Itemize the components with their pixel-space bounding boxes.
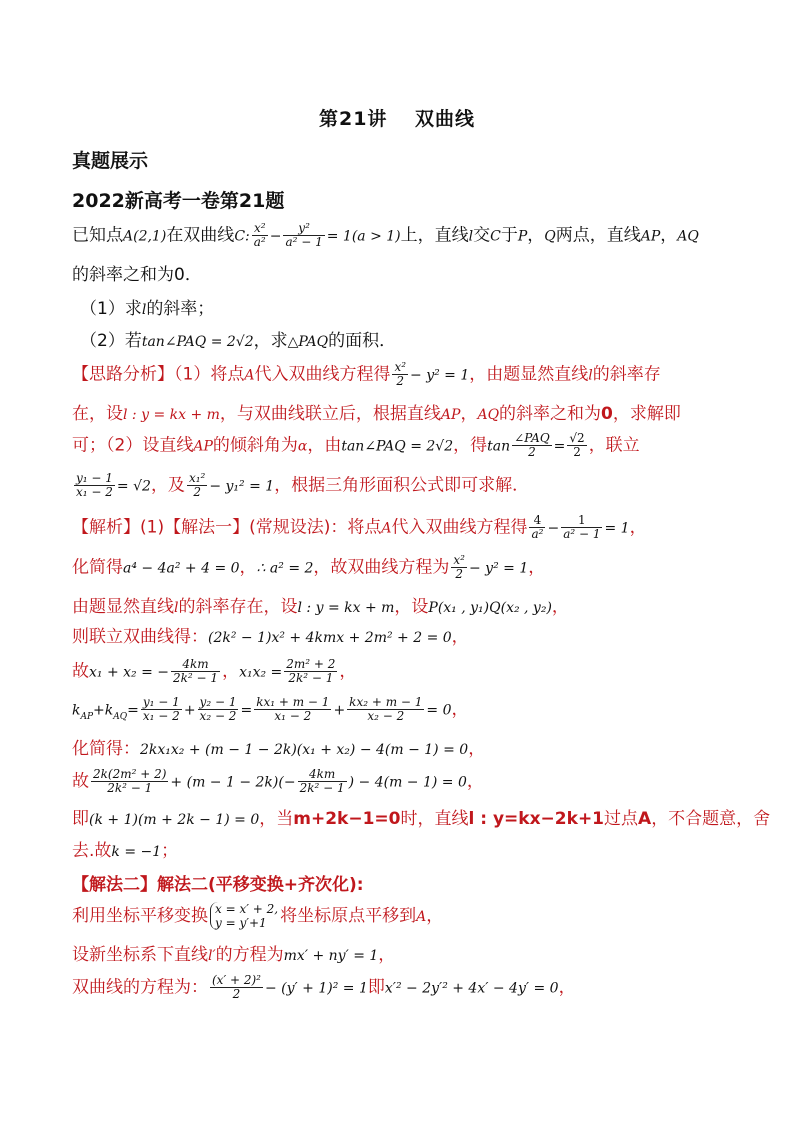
text-span: y₂ − 1 bbox=[199, 695, 237, 709]
solution-line-9 bbox=[72, 806, 771, 833]
text-span: ， bbox=[426, 906, 444, 926]
solution-line-3 bbox=[72, 594, 722, 621]
fraction bbox=[91, 768, 168, 795]
fraction bbox=[567, 432, 586, 459]
text-span: 两点，直线 bbox=[555, 225, 641, 246]
text-span: 的斜率存 bbox=[592, 364, 661, 385]
math-expression: + bbox=[183, 702, 196, 719]
math-expression: l bbox=[141, 302, 147, 318]
question-1 bbox=[80, 296, 722, 323]
text-span: 双曲线的方程为： bbox=[72, 977, 208, 998]
math-expression: A bbox=[416, 909, 427, 925]
analysis-line-3 bbox=[72, 432, 722, 460]
text-span: ，由 bbox=[307, 435, 342, 456]
solution-line-12 bbox=[72, 902, 722, 930]
math-expression: l bbox=[174, 600, 179, 616]
fraction bbox=[187, 472, 207, 499]
text-span: ， bbox=[527, 225, 545, 246]
math-expression: AQ bbox=[113, 711, 128, 722]
text-span: ， bbox=[468, 739, 486, 759]
math-expression: AP bbox=[440, 407, 461, 423]
math-expression: − bbox=[547, 520, 560, 537]
text-span: x₂ − 2 bbox=[367, 709, 405, 723]
math-expression: + (m − 1 − 2k)(− bbox=[170, 774, 296, 791]
fraction bbox=[283, 222, 324, 249]
math-expression: tan∠PAQ = 2√2 bbox=[141, 334, 254, 350]
fraction bbox=[451, 554, 467, 581]
text-span: 即 bbox=[367, 977, 385, 998]
text-span: 的方程为 bbox=[215, 945, 284, 965]
text-span: y₁ − 1 bbox=[142, 695, 180, 709]
text-span: ， bbox=[551, 597, 569, 617]
text-span: 已知点 bbox=[72, 225, 123, 246]
solution-line-1 bbox=[72, 514, 722, 542]
math-expression: = bbox=[240, 702, 253, 719]
fraction bbox=[171, 658, 220, 685]
text-span: y = y′+1 bbox=[215, 916, 267, 930]
math-expression: l bbox=[468, 228, 474, 245]
solution-line-8 bbox=[72, 768, 722, 796]
text-span: 化简得 bbox=[72, 557, 123, 578]
text-span: 在，设 bbox=[72, 404, 123, 424]
math-expression: x₁x₂ = bbox=[239, 664, 283, 681]
text-span: x² bbox=[394, 360, 407, 374]
math-expression: a² bbox=[531, 527, 544, 541]
text-span: m+2k−1=0 bbox=[293, 809, 401, 829]
text-span: ，不合题意，舍 bbox=[651, 809, 771, 829]
equation-system bbox=[210, 902, 278, 930]
math-expression: = 1 bbox=[604, 520, 630, 537]
solution-line-4 bbox=[72, 624, 722, 651]
math-expression: ) − 4(m − 1) = 0 bbox=[348, 774, 467, 791]
text-span: 在双曲线 bbox=[166, 225, 235, 246]
math-expression: α bbox=[297, 438, 308, 455]
fraction bbox=[141, 696, 182, 723]
text-span: ， bbox=[451, 627, 469, 647]
text-span: 即 bbox=[72, 809, 89, 829]
math-expression: a² − 1 bbox=[563, 527, 601, 541]
math-expression: + bbox=[93, 702, 105, 719]
text-span: ， bbox=[629, 517, 647, 538]
math-expression: l bbox=[588, 367, 593, 384]
math-expression: P(x₁ , y₁)Q(x₂ , y₂) bbox=[428, 600, 552, 616]
math-expression: (2k² − 1)x² + 4kmx + 2m² + 2 = 0 bbox=[208, 630, 452, 646]
text-span: 交 bbox=[473, 225, 491, 246]
math-expression: AQ bbox=[477, 407, 500, 423]
section-heading: 真题展示 bbox=[72, 150, 149, 172]
math-expression: A bbox=[244, 367, 255, 384]
fraction bbox=[512, 432, 552, 459]
text-span: kx₁ + m − 1 bbox=[256, 695, 330, 709]
text-span: ，设 bbox=[394, 597, 429, 617]
text-span: 代入双曲线方程得 bbox=[391, 517, 528, 538]
text-span: 设新坐标系下直线 bbox=[72, 945, 208, 965]
text-span: ， bbox=[339, 661, 357, 682]
text-span: 2 bbox=[396, 374, 405, 388]
text-span: 化简得： bbox=[72, 739, 140, 759]
math-expression: C bbox=[490, 228, 501, 245]
solution-line-14 bbox=[72, 974, 722, 1002]
text-span: 0 bbox=[601, 404, 613, 424]
math-expression: AP bbox=[193, 438, 213, 455]
text-span: 则联立双曲线得： bbox=[72, 627, 208, 647]
fraction bbox=[198, 696, 239, 723]
math-expression: + bbox=[333, 702, 346, 719]
text-span: ，根据三角形面积公式即可求解． bbox=[274, 475, 530, 496]
math-expression: = bbox=[553, 438, 566, 455]
math-expression: mx′ + ny′ = 1 bbox=[283, 948, 379, 964]
math-expression: x′² − 2y′² + 4x′ − 4y′ = 0 bbox=[384, 980, 559, 997]
math-expression: − y² = 1 bbox=[468, 560, 529, 577]
text-span: y₁ − 1 bbox=[76, 471, 113, 485]
text-span: ， bbox=[660, 225, 678, 246]
problem-heading: 2022新高考一卷第21题 bbox=[72, 190, 285, 212]
math-expression: − y₁² = 1 bbox=[209, 478, 275, 495]
text-span: x₁ − 2 bbox=[142, 709, 180, 723]
text-span: 【解析】 bbox=[72, 517, 140, 538]
math-expression: k bbox=[104, 702, 114, 719]
text-span: （1）将点 bbox=[174, 364, 245, 385]
text-span: 的斜率之和为 bbox=[499, 404, 602, 424]
text-span: 2k² − 1 bbox=[299, 781, 345, 795]
question-2 bbox=[80, 328, 722, 355]
text-span: 4 bbox=[529, 514, 545, 528]
math-expression: = 0 bbox=[426, 702, 452, 719]
text-span: 2k(2m² + 2) bbox=[93, 767, 167, 781]
math-expression: l : y = kx + m bbox=[297, 600, 395, 616]
text-span: ，得 bbox=[453, 435, 488, 456]
fraction bbox=[347, 696, 424, 723]
math-expression: Q bbox=[544, 228, 556, 245]
text-span: 的倾斜角为 bbox=[212, 435, 298, 456]
text-span: x² bbox=[252, 222, 268, 236]
text-span: 利用坐标平移变换 bbox=[72, 906, 208, 926]
text-span: 故 bbox=[72, 661, 89, 682]
math-expression: k bbox=[72, 702, 81, 719]
text-span: 2k² − 1 bbox=[288, 671, 334, 685]
text-span: ， bbox=[222, 661, 240, 682]
text-span: x₁ − 2 bbox=[274, 709, 312, 723]
text-span: 2m² + 2 bbox=[286, 657, 336, 671]
text-span: （1）求 bbox=[80, 299, 142, 319]
text-span: ，由题显然直线 bbox=[469, 364, 589, 385]
text-span: （2）若 bbox=[80, 331, 142, 351]
text-span: 2k² − 1 bbox=[107, 781, 153, 795]
text-span: kx₂ + m − 1 bbox=[349, 695, 423, 709]
text-span: 代入双曲线方程得 bbox=[254, 364, 391, 385]
fraction bbox=[74, 472, 115, 499]
text-span: ，及 bbox=[150, 475, 185, 496]
text-span: 于 bbox=[500, 225, 518, 246]
text-span: 由题显然直线 bbox=[72, 597, 174, 617]
solution-line-2 bbox=[72, 554, 722, 582]
text-span: ， bbox=[460, 404, 478, 424]
text-span: ，故双曲线方程为 bbox=[313, 557, 450, 578]
problem-line-1 bbox=[72, 222, 722, 250]
text-span: 去.故 bbox=[72, 841, 112, 861]
text-span: ∠PAQ bbox=[514, 431, 550, 445]
text-span: 2 bbox=[573, 445, 581, 459]
math-expression: k = −1 bbox=[111, 844, 162, 860]
text-span: ， bbox=[378, 945, 396, 965]
text-span: a² − 1 bbox=[285, 235, 323, 249]
text-span: A bbox=[638, 809, 652, 829]
math-expression: tan∠PAQ = 2√2 bbox=[341, 438, 454, 455]
math-expression: △PAQ bbox=[287, 334, 329, 350]
text-span: ，与双曲线联立后，根据直线 bbox=[219, 404, 441, 424]
text-span: 1 bbox=[561, 514, 602, 528]
math-expression: x₁ + x₂ = − bbox=[89, 664, 170, 681]
math-expression: A bbox=[381, 520, 392, 537]
math-expression: AP bbox=[80, 711, 94, 722]
math-expression: − (y′ + 1)² = 1 bbox=[264, 980, 368, 997]
math-expression: (k + 1)(m + 2k − 1) = 0 bbox=[89, 812, 260, 828]
math-expression: 2kx₁x₂ + (m − 1 − 2k)(x₁ + x₂) − 4(m − 1) = 0 bbox=[140, 742, 469, 758]
text-span: ，联立 bbox=[588, 435, 640, 456]
text-span: 故 bbox=[72, 771, 89, 792]
text-span: x₂ − 2 bbox=[199, 709, 237, 723]
text-span: 过点 bbox=[604, 809, 639, 829]
text-span: 的斜率存在，设 bbox=[178, 597, 298, 617]
solution-line-5 bbox=[72, 658, 722, 686]
solution-line-7 bbox=[72, 736, 722, 763]
text-span: (1)【解法一】(常规设法)：将点 bbox=[140, 517, 382, 538]
text-span: 时，直线 bbox=[400, 809, 469, 829]
text-span: 2 bbox=[232, 987, 241, 1001]
text-span: ， bbox=[239, 557, 257, 578]
math-expression: = bbox=[127, 702, 139, 719]
math-expression: A(2,1) bbox=[123, 228, 167, 245]
fraction bbox=[392, 361, 408, 388]
math-expression: AP bbox=[640, 228, 661, 245]
text-span: ， bbox=[558, 977, 576, 998]
text-span: ，求 bbox=[253, 331, 288, 351]
text-span: 可；（2）设直线 bbox=[72, 435, 194, 456]
fraction bbox=[254, 696, 331, 723]
text-span: √2 bbox=[569, 431, 585, 445]
math-expression: AQ bbox=[677, 228, 699, 245]
text-span: 将坐标原点平移到 bbox=[280, 906, 417, 926]
fraction bbox=[529, 514, 545, 541]
math-expression: l : y = kx + m bbox=[123, 407, 220, 423]
math-expression: − bbox=[269, 228, 282, 245]
text-span: x₁ − 2 bbox=[76, 485, 113, 499]
fraction bbox=[561, 514, 602, 541]
math-expression: = 1(a > 1) bbox=[326, 228, 401, 245]
math-expression: P bbox=[517, 228, 528, 245]
text-span: 4km bbox=[171, 658, 220, 672]
text-span: 上，直线 bbox=[400, 225, 469, 246]
text-span: x² bbox=[453, 553, 465, 567]
text-span: 【思路分析】 bbox=[72, 364, 174, 385]
text-span: (x′ + 2)² bbox=[212, 973, 261, 987]
analysis-line-2 bbox=[72, 401, 722, 428]
text-span: 的斜率； bbox=[146, 299, 215, 319]
text-span: y² bbox=[283, 222, 324, 236]
math-expression: a⁴ − 4a² + 4 = 0 bbox=[123, 560, 240, 577]
text-span: 2 bbox=[193, 485, 201, 499]
text-span: 2 bbox=[455, 567, 464, 581]
text-span: 2 bbox=[528, 445, 536, 459]
analysis-line-4 bbox=[72, 472, 722, 500]
text-span: x₁² bbox=[188, 471, 206, 485]
text-span: ，当 bbox=[259, 809, 294, 829]
text-span: l : y=kx−2k+1 bbox=[468, 809, 605, 829]
text-span: ， bbox=[528, 557, 546, 578]
math-expression: = √2 bbox=[116, 478, 151, 495]
text-span: a² bbox=[253, 235, 266, 249]
text-span: ， bbox=[451, 699, 469, 720]
math-expression: − y² = 1 bbox=[410, 367, 470, 384]
text-span: ， bbox=[466, 771, 484, 792]
text-span: x = x′ + 2, bbox=[215, 902, 279, 916]
fraction bbox=[252, 222, 268, 249]
math-expression: tan bbox=[487, 438, 511, 455]
solution-line-10 bbox=[72, 838, 722, 865]
solution-line-13 bbox=[72, 942, 722, 969]
fraction bbox=[298, 768, 347, 795]
solution-line-6 bbox=[72, 696, 722, 730]
text-span: 4km bbox=[298, 768, 347, 782]
solution-method-2-heading: 【解法二】解法二(平移变换+齐次化): bbox=[72, 875, 364, 895]
text-span: ，求解即 bbox=[612, 404, 681, 424]
text-span: ； bbox=[161, 841, 179, 861]
math-expression: l′ bbox=[208, 948, 216, 964]
fraction bbox=[210, 974, 263, 1001]
problem-line-2: 的斜率之和为0． bbox=[72, 265, 202, 285]
page-title: 第21讲 双曲线 bbox=[318, 108, 476, 130]
fraction bbox=[284, 658, 337, 685]
text-span: 的面积． bbox=[328, 331, 397, 351]
analysis-line-1 bbox=[72, 361, 722, 389]
text-span: 2k² − 1 bbox=[173, 671, 219, 685]
math-expression: ∴ a² = 2 bbox=[256, 560, 314, 577]
math-expression: C: bbox=[234, 228, 250, 245]
